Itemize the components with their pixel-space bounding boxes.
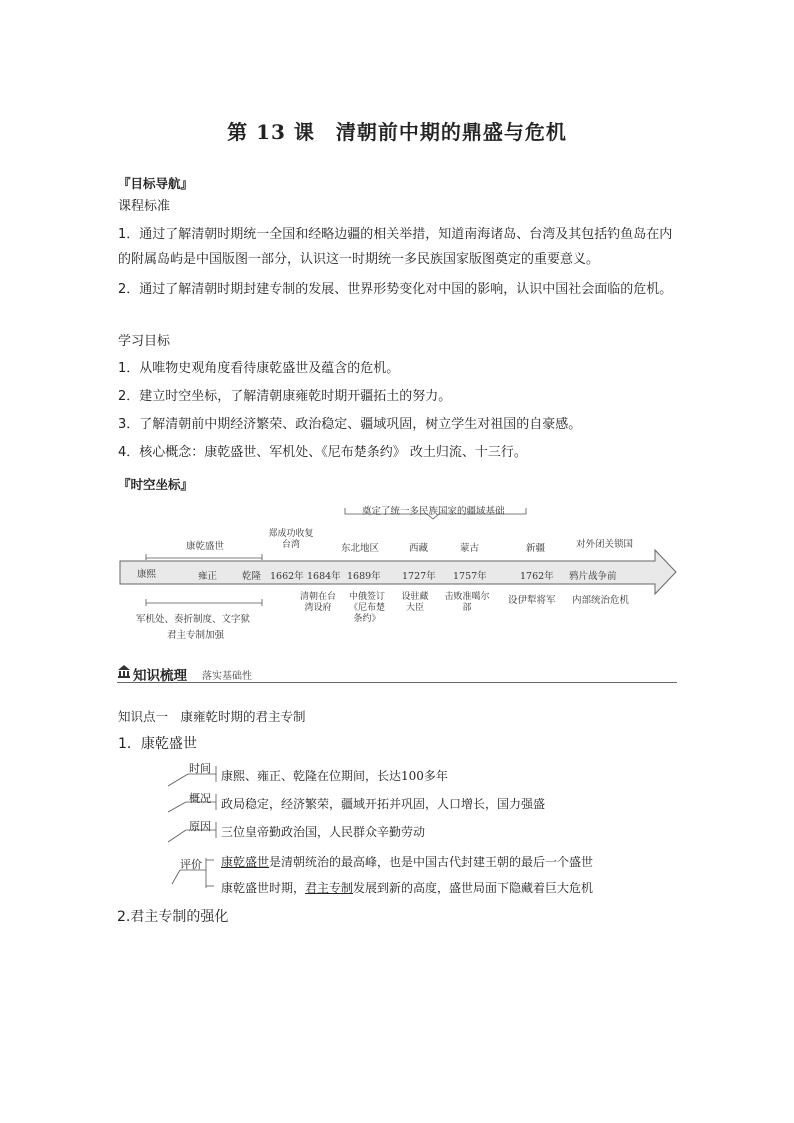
timeline-bottom-ili: 设伊犁将军: [508, 595, 556, 606]
section-timeline: 『时空坐标』: [118, 477, 194, 492]
axis-qianlong: 乾隆: [242, 571, 262, 582]
timeline-bottom-crisis: 内部统治危机: [572, 595, 630, 606]
reason-text: 三位皇帝勤政治国，人民群众辛勤劳动: [221, 825, 426, 839]
axis-opium-war: 鸦片战争前: [569, 571, 617, 582]
tag-evaluation: 评价: [180, 858, 202, 871]
timeline-zcg-label: 郑成功收复台湾: [268, 529, 314, 550]
axis-1757: 1757年: [453, 571, 487, 582]
timeline-bottom-taiwan: 清朝在台湾设府: [299, 592, 336, 613]
axis-1762: 1762年: [520, 571, 554, 582]
eval-underlined-term-2: 君主专制: [305, 881, 354, 895]
time-text: 康熙、雍正、乾隆在位期间，长达100多年: [221, 769, 448, 783]
eval-underlined-term: 康乾盛世: [221, 855, 270, 869]
knowledge-sub: 落实基础性: [202, 671, 252, 682]
overview-text: 政局稳定，经济繁荣，疆域开拓并巩固，人口增长，国力强盛: [221, 797, 546, 811]
goal-item-1: 1．从唯物史观角度看待康乾盛世及蕴含的危机。: [118, 361, 400, 376]
evaluation-line-1: 康乾盛世是清朝统治的最高峰，也是中国古代封建王朝的最后一个盛世: [221, 855, 594, 869]
axis-1727: 1727年: [402, 571, 436, 582]
heading-kangqian: 1．康乾盛世: [118, 736, 197, 752]
page-title: 第 13 课 清朝前中期的鼎盛与危机: [227, 120, 567, 144]
axis-1689: 1689年: [347, 571, 381, 582]
tag-time: 时间: [189, 762, 211, 775]
axis-yongzheng: 雍正: [198, 571, 218, 582]
axis-1684: 1684年: [307, 571, 341, 582]
timeline-bottom-left: 军机处、奏折制度、文字狱: [136, 614, 251, 625]
goal-item-3: 3．了解清朝前中期经济繁荣、政治稳定、疆域巩固，树立学生对祖国的自豪感。: [118, 417, 582, 432]
timeline-top-brace-label: 奠定了统一多民族国家的疆域基础: [362, 506, 505, 517]
timeline-top-label-tibet: 西藏: [409, 543, 429, 554]
study-goal-heading: 学习目标: [118, 334, 171, 349]
timeline-bottom-nerchinsk: 中俄签订《尼布楚条约》: [348, 592, 385, 624]
section-target-nav: 『目标导航』: [118, 176, 194, 191]
timeline-bottom-left-2: 君主专制加强: [167, 630, 225, 641]
timeline-top-label-mongolia: 蒙古: [460, 543, 480, 554]
timeline-top-label-xinjiang: 新疆: [526, 543, 546, 554]
tag-overview: 概况: [189, 792, 211, 805]
timeline-kq-label: 康乾盛世: [186, 541, 225, 552]
tag-reason: 原因: [189, 820, 211, 833]
timeline-bottom-amban: 设驻藏大臣: [401, 592, 429, 613]
course-standard-heading: 课程标准: [118, 199, 171, 214]
standard-item-2: 2．通过了解清朝时期封建专制的发展、世界形势变化对中国的影响，认识中国社会面临的危机。: [118, 282, 673, 297]
timeline-top-label-northeast: 东北地区: [341, 543, 380, 554]
axis-1662: 1662年: [270, 571, 304, 582]
goal-item-2: 2．建立时空坐标，了解清朝康雍乾时期开疆拓土的努力。: [118, 389, 452, 404]
knowledge-header: 知识梳理: [133, 668, 187, 684]
timeline-bottom-dzungar: 击败准噶尔部: [444, 592, 490, 613]
axis-kangxi: 康熙: [137, 569, 157, 580]
heading-autocracy: 2.君主专制的强化: [117, 909, 229, 925]
goal-item-4: 4．核心概念：康乾盛世、军机处、《尼布楚条约》 改土归流、十三行。: [118, 445, 527, 460]
knowledge-point-1: 知识点一 康雍乾时期的君主专制: [118, 709, 306, 724]
timeline-top-label-closed: 对外闭关锁国: [576, 539, 634, 550]
evaluation-line-2: 康乾盛世时期，君主专制发展到新的高度，盛世局面下隐藏着巨大危机: [221, 881, 594, 895]
standard-item-1: 1．通过了解清朝时期统一全国和经略边疆的相关举措，知道南海诸岛、台湾及其包括钓鱼岛在内的附属岛屿是中国版图一部分，认识这一时期统一多民族国家版图奠定的重要意义。: [118, 227, 673, 267]
